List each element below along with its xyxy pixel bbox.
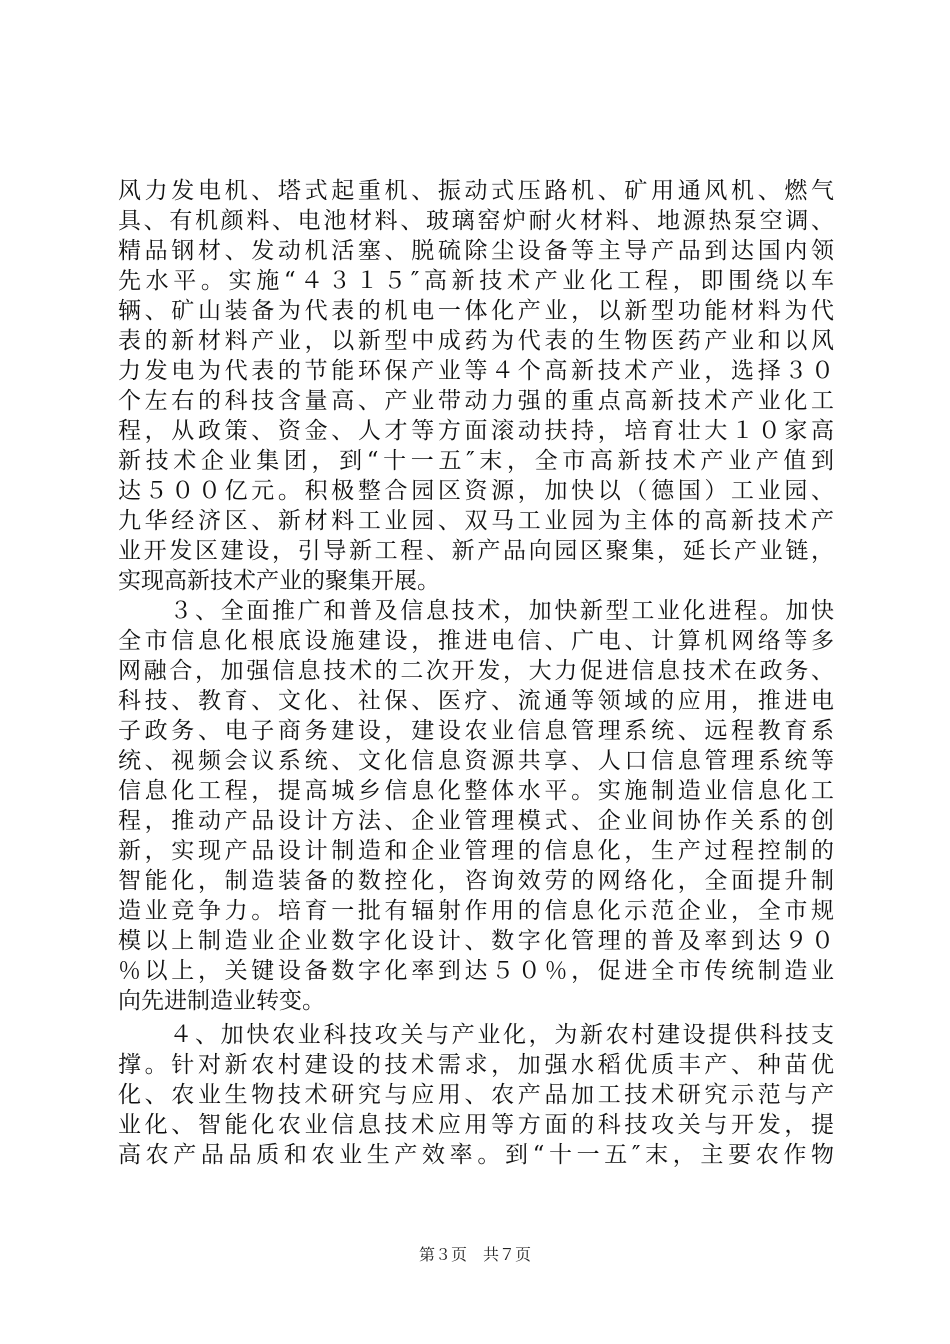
- text-line: 具、有机颜料、电池材料、玻璃窑炉耐火材料、地源热泵空调、: [118, 208, 834, 234]
- text-line: 信息化工程，提高城乡信息化整体水平。实施制造业信息化工: [118, 778, 834, 804]
- text-line: 新技术企业集团，到“十一五″末，全市高新技术产业产值到: [118, 448, 834, 474]
- text-line: 业化、智能化农业信息技术应用等方面的科技攻关与开发，提: [118, 1112, 834, 1138]
- text-line: 撑。针对新农村建设的技术需求，加强水稻优质丰产、种苗优: [118, 1052, 834, 1078]
- text-line: ％以上，关键设备数字化率到达５０％，促进全市传统制造业: [118, 958, 834, 984]
- text-line: 达５００亿元。积极整合园区资源，加快以（德国）工业园、: [118, 478, 834, 504]
- text-line: 程，从政策、资金、人才等方面滚动扶持，培育壮大１０家高: [118, 418, 834, 444]
- text-line: 向先进制造业转变。: [118, 988, 325, 1014]
- document-body: [118, 176, 834, 1170]
- text-line: 新，实现产品设计制造和企业管理的信息化，生产过程控制的: [118, 838, 834, 864]
- text-line: 风力发电机、塔式起重机、振动式压路机、矿用通风机、燃气: [118, 178, 834, 204]
- text-line: 化、农业生物技术研究与应用、农产品加工技术研究示范与产: [118, 1082, 834, 1108]
- text-line: 网融合，加强信息技术的二次开发，大力促进信息技术在政务、: [118, 658, 834, 684]
- text-line: ４、加快农业科技攻关与产业化，为新农村建设提供科技支: [118, 1022, 834, 1048]
- text-line: 统、视频会议系统、文化信息资源共享、人口信息管理系统等: [118, 748, 834, 774]
- text-line: 力发电为代表的节能环保产业等４个高新技术产业，选择３０: [118, 358, 834, 384]
- text-line: 造业竞争力。培育一批有辐射作用的信息化示范企业，全市规: [118, 898, 834, 924]
- text-line: 个左右的科技含量高、产业带动力强的重点高新技术产业化工: [118, 388, 834, 414]
- text-line: 程，推动产品设计方法、企业管理模式、企业间协作关系的创: [118, 808, 834, 834]
- text-line: 科技、教育、文化、社保、医疗、流通等领域的应用，推进电: [118, 688, 834, 714]
- text-line: 九华经济区、新材料工业园、双马工业园为主体的高新技术产: [118, 508, 834, 534]
- page-number-footer: 第３页 共７页: [418, 1245, 531, 1264]
- text-line: 业开发区建设，引导新工程、新产品向园区聚集，延长产业链，: [118, 538, 834, 564]
- text-line: 精品钢材、发动机活塞、脱硫除尘设备等主导产品到达国内领: [118, 238, 834, 264]
- text-line: 高农产品品质和农业生产效率。到“十一五″末，主要农作物: [118, 1142, 834, 1168]
- paragraph-2: [118, 596, 834, 1016]
- paragraph-1: [118, 176, 834, 596]
- text-line: ３、全面推广和普及信息技术，加快新型工业化进程。加快: [118, 598, 834, 624]
- text-line: 子政务、电子商务建设，建设农业信息管理系统、远程教育系: [118, 718, 834, 744]
- text-line: 全市信息化根底设施建设，推进电信、广电、计算机网络等多: [118, 628, 834, 654]
- text-line: 表的新材料产业，以新型中成药为代表的生物医药产业和以风: [118, 328, 834, 354]
- text-line: 实现高新技术产业的聚集开展。: [118, 568, 440, 594]
- text-line: 先水平。实施“４３１５″高新技术产业化工程，即围绕以车: [118, 268, 834, 294]
- text-line: 智能化，制造装备的数控化，咨询效劳的网络化，全面提升制: [118, 868, 834, 894]
- paragraph-3: [118, 1020, 834, 1170]
- text-line: 辆、矿山装备为代表的机电一体化产业，以新型功能材料为代: [118, 298, 834, 324]
- text-line: 模以上制造业企业数字化设计、数字化管理的普及率到达９０: [118, 928, 834, 954]
